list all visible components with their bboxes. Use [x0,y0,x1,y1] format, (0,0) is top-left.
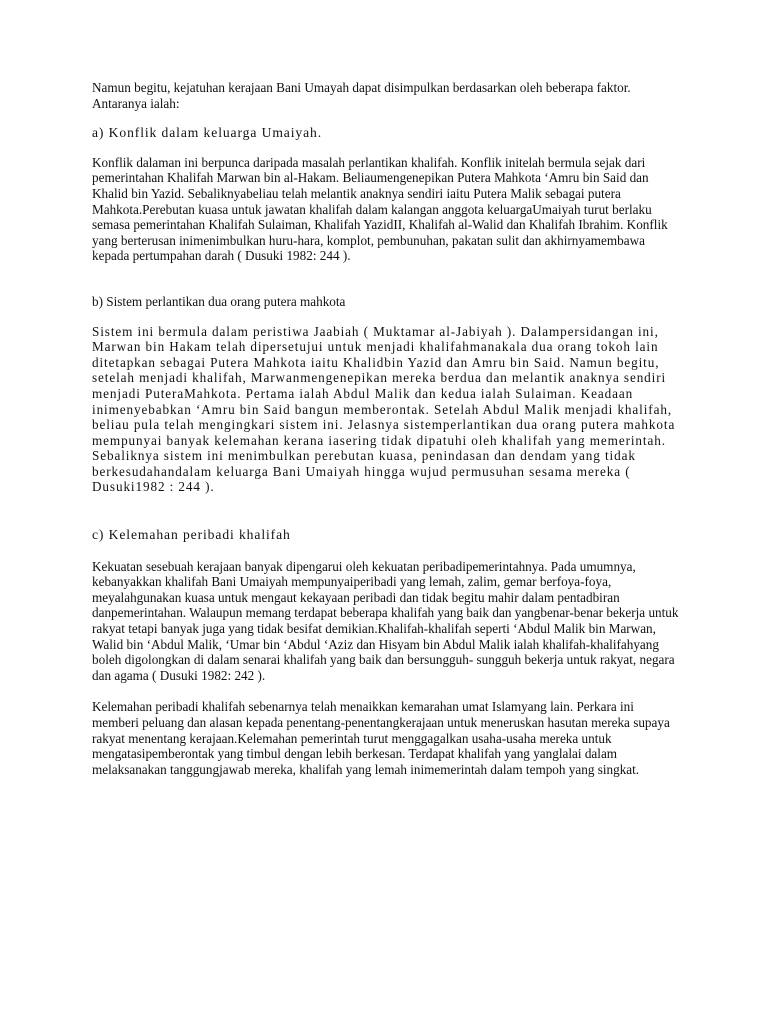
intro-paragraph: Namun begitu, kejatuhan kerajaan Bani Umayah dapat disimpulkan berdasarkan oleh beberapa faktor. Antaranya ialah: [92,80,631,111]
section-a-heading: a) Konflik dalam keluarga Umaiyah. [92,125,323,141]
section-b-paragraph: Sistem ini bermula dalam peristiwa Jaabiah ( Muktamar al-Jabiyah ). Dalampersidangan ini, Marwan bin Hakam telah dipersetujui untuk menjadi khalifahmanakala dua orang tokoh lain ditetapkan sebagai Putera Mahkota iaitu Khalidbin Yazid dan Amru bin Said. Namun begitu, setelah menjadi khalifah, Marwanmengenepikan mereka berdua dan melantik anaknya sendiri menjadi PuteraMahkota. Pertama ialah Abdul Malik dan kedua ialah Sulaiman. Keadaan inimenyebabkan ‘Amru bin Said bangun memberontak. Setelah Abdul Malik menjadi khalifah, beliau pula telah mengingkari sistem ini. Jelasnya sistemperlantikan dua orang putera mahkota mempunyai banyak kelemahan kerana iasering tidak dipatuhi oleh khalifah yang memerintah. Sebaliknya sistem ini menimbulkan perebutan kuasa, penindasan dan dendam yang tidak berkesudahandalam keluarga Bani Umaiyah hingga wujud permusuhan sesama mereka ( Dusuki1982 : 244 ). [92,323,676,495]
section-b-heading: b) Sistem perlantikan dua orang putera mahkota [92,293,346,309]
section-a-paragraph: Konflik dalaman ini berpunca daripada masalah perlantikan khalifah. Konflik initelah bermula sejak dari pemerintahan Khalifah Marwan bin al-Hakam. Beliaumengenepikan Putera Mahkota ‘Amru bin Said dan Khalid bin Yazid. Sebaliknyabeliau telah melantik anaknya sendiri iaitu Putera Malik sebagai putera Mahkota.Perebutan kuasa untuk jawatan khalifah dalam kalangan anggota keluargaUmaiyah turut berlaku semasa pemerintahan Khalifah Sulaiman, Khalifah YazidII, Khalifah al-Walid dan Khalifah Ibrahim. Konflik yang berterusan inimenimbulkan huru-hara, komplot, pembunuhan, pakatan sulit dan akhirnyamembawa kepada pertumpahan darah ( Dusuki 1982: 244 ). [92,154,668,264]
document-page [92,80,682,777]
section-c-paragraph-2: Kelemahan peribadi khalifah sebenarnya telah menaikkan kemarahan umat Islamyang lain. Perkara ini memberi peluang dan alasan kepada penentang-penentangkerajaan untuk meneruskan hasutan mereka supaya rakyat menentang kerajaan.Kelemahan pemerintah turut menggagalkan usaha-usaha mereka untuk mengatasipemberontak yang timbul dengan lebih berkesan. Terdapat khalifah yang yanglalai dalam melaksanakan tanggungjawab mereka, khalifah yang lemah inimemerintah dalam tempoh yang singkat. [92,699,670,777]
section-c-paragraph-1: Kekuatan sesebuah kerajaan banyak dipengarui oleh kekuatan peribadipemerintahnya. Pada umumnya, kebanyakkan khalifah Bani Umaiyah mempunyaiperibadi yang lemah, zalim, gemar berfoya-foya, meyalahgunakan kuasa untuk mengaut kekayaan peribadi dan tidak begitu mahir dalam pentadbiran danpemerintahan. Walaupun memang terdapat beberapa khalifah yang baik dan yangbenar-benar bekerja untuk rakyat tetapi banyak juga yang tidak besifat demikian.Khalifah-khalifah seperti ‘Abdul Malik bin Marwan, Walid bin ‘Abdul Malik, ‘Umar bin ‘Abdul ‘Aziz dan Hisyam bin Abdul Malik ialah khalifah-khalifahyang boleh digolongkan di dalam senarai khalifah yang baik dan bersungguh- sungguh bekerja untuk rakyat, negara dan agama ( Dusuki 1982: 242 ). [92,558,679,683]
section-c-heading: c) Kelemahan peribadi khalifah [92,527,291,543]
